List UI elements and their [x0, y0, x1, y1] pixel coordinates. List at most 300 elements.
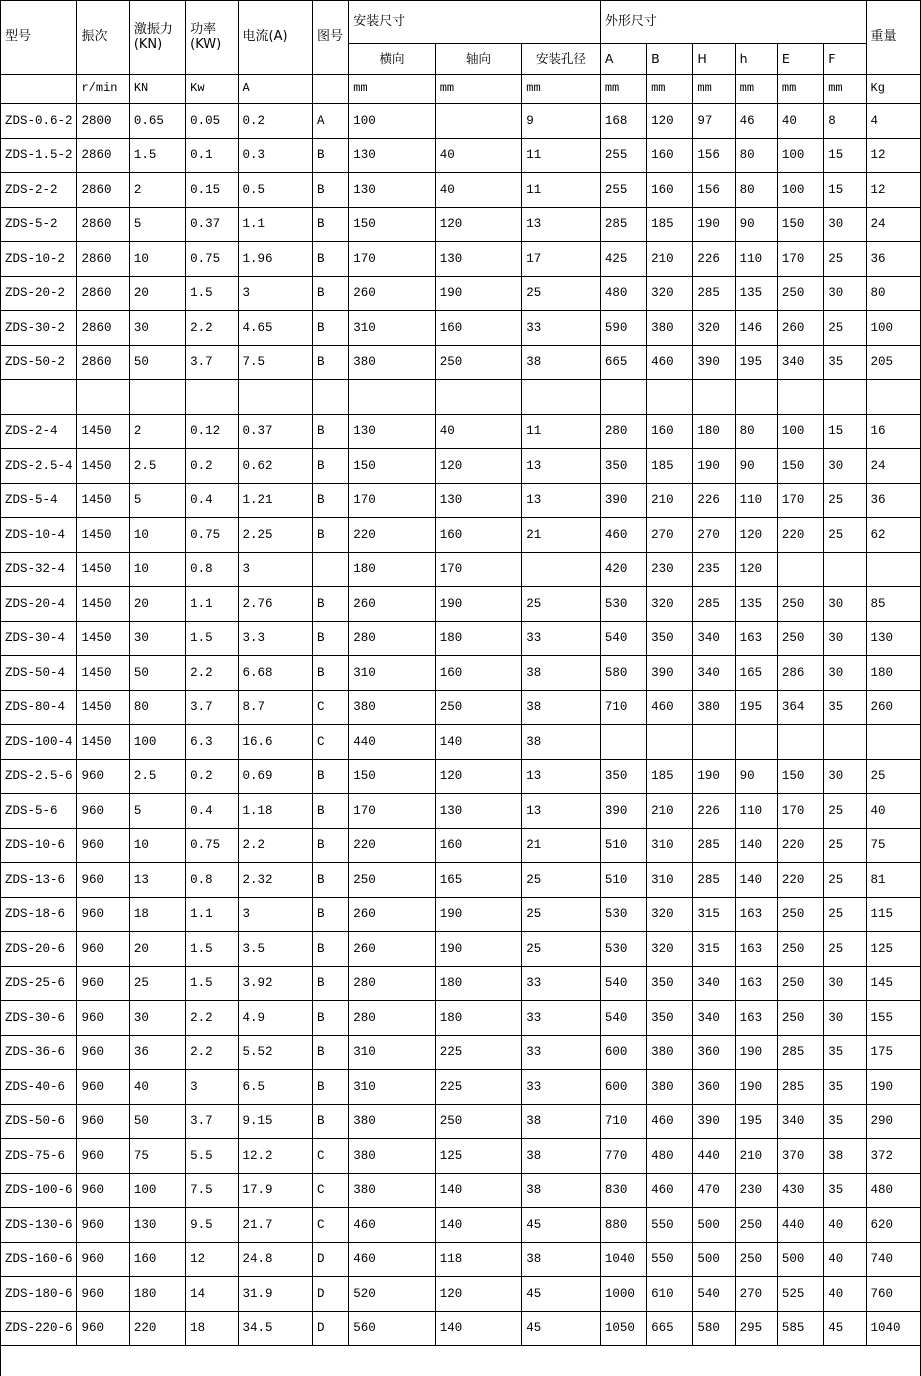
cell-hole-dia: 45	[522, 1311, 601, 1346]
cell-figure-no	[312, 552, 348, 587]
header-h: h	[735, 44, 777, 75]
cell-h: 250	[735, 1242, 777, 1277]
cell-power: 1.1	[186, 587, 238, 622]
cell-A: 665	[600, 345, 646, 380]
table-row	[1, 690, 921, 725]
table-body	[1, 104, 921, 1346]
cell-F: 40	[824, 1242, 866, 1277]
cell-weight: 175	[866, 1035, 920, 1070]
cell-power: 0.8	[186, 552, 238, 587]
spacer-cell	[349, 380, 436, 415]
cell-E: 250	[777, 1001, 823, 1036]
unit-hole-dia: mm	[522, 75, 601, 104]
cell-current: 1.21	[238, 483, 312, 518]
cell-exciting-force: 2	[129, 414, 185, 449]
cell-model: ZDS-100-4	[1, 725, 77, 760]
cell-transverse: 130	[349, 173, 436, 208]
cell-exciting-force: 2.5	[129, 759, 185, 794]
cell-A: 770	[600, 1139, 646, 1174]
cell-H: 340	[693, 621, 735, 656]
cell-F: 35	[824, 1070, 866, 1105]
cell-power: 0.8	[186, 863, 238, 898]
cell-exciting-force: 100	[129, 725, 185, 760]
cell-exciting-force: 220	[129, 1311, 185, 1346]
cell-transverse: 170	[349, 794, 436, 829]
unit-weight: Kg	[866, 75, 920, 104]
cell-current: 0.5	[238, 173, 312, 208]
cell-exciting-force: 10	[129, 828, 185, 863]
cell-axial: 40	[435, 138, 522, 173]
cell-figure-no: B	[312, 1001, 348, 1036]
cell-A: 460	[600, 518, 646, 553]
spacer-cell	[522, 380, 601, 415]
cell-frequency: 1450	[77, 587, 129, 622]
cell-h: 195	[735, 345, 777, 380]
cell-power: 12	[186, 1242, 238, 1277]
cell-frequency: 1450	[77, 414, 129, 449]
cell-weight: 740	[866, 1242, 920, 1277]
spacer-cell	[866, 380, 920, 415]
cell-F: 40	[824, 1208, 866, 1243]
cell-B: 210	[647, 483, 693, 518]
cell-figure-no: D	[312, 1311, 348, 1346]
cell-figure-no: B	[312, 242, 348, 277]
cell-B: 390	[647, 656, 693, 691]
header-axial: 轴向	[435, 44, 522, 75]
cell-F: 30	[824, 449, 866, 484]
cell-F: 30	[824, 276, 866, 311]
cell-axial: 190	[435, 276, 522, 311]
cell-E: 285	[777, 1070, 823, 1105]
cell-current: 0.2	[238, 104, 312, 139]
spacer-cell	[435, 380, 522, 415]
cell-hole-dia: 11	[522, 173, 601, 208]
cell-exciting-force: 36	[129, 1035, 185, 1070]
cell-current: 4.9	[238, 1001, 312, 1036]
cell-axial: 180	[435, 621, 522, 656]
table-row	[1, 656, 921, 691]
header-E: E	[777, 44, 823, 75]
cell-E: 170	[777, 242, 823, 277]
cell-transverse: 280	[349, 1001, 436, 1036]
cell-exciting-force: 40	[129, 1070, 185, 1105]
cell-E: 340	[777, 1104, 823, 1139]
cell-H: 97	[693, 104, 735, 139]
cell-transverse: 310	[349, 1035, 436, 1070]
table-row	[1, 1070, 921, 1105]
header-exciting-force	[129, 1, 185, 75]
cell-figure-no: C	[312, 1208, 348, 1243]
cell-h: 140	[735, 863, 777, 898]
cell-E: 150	[777, 207, 823, 242]
table-row	[1, 1242, 921, 1277]
cell-model: ZDS-1.5-2	[1, 138, 77, 173]
cell-hole-dia: 38	[522, 1242, 601, 1277]
cell-E: 220	[777, 863, 823, 898]
cell-hole-dia: 45	[522, 1277, 601, 1312]
cell-frequency: 1450	[77, 449, 129, 484]
cell-E: 100	[777, 414, 823, 449]
header-current: 电流(A)	[238, 1, 312, 75]
unit-current: A	[238, 75, 312, 104]
cell-A: 255	[600, 138, 646, 173]
cell-power: 2.2	[186, 1035, 238, 1070]
cell-figure-no: B	[312, 828, 348, 863]
cell-transverse: 560	[349, 1311, 436, 1346]
cell-axial: 40	[435, 414, 522, 449]
cell-model: ZDS-50-2	[1, 345, 77, 380]
cell-B: 310	[647, 828, 693, 863]
cell-current: 5.52	[238, 1035, 312, 1070]
cell-F: 35	[824, 690, 866, 725]
table-row	[1, 207, 921, 242]
cell-h: 163	[735, 966, 777, 1001]
cell-h: 163	[735, 932, 777, 967]
cell-current: 2.76	[238, 587, 312, 622]
cell-model: ZDS-30-4	[1, 621, 77, 656]
cell-figure-no: B	[312, 587, 348, 622]
cell-F: 30	[824, 621, 866, 656]
cell-frequency: 1450	[77, 656, 129, 691]
table-row	[1, 414, 921, 449]
cell-weight: 36	[866, 242, 920, 277]
cell-power: 2.2	[186, 1001, 238, 1036]
cell-weight: 62	[866, 518, 920, 553]
cell-frequency: 960	[77, 828, 129, 863]
cell-transverse: 250	[349, 863, 436, 898]
cell-weight: 36	[866, 483, 920, 518]
spacer-cell	[238, 380, 312, 415]
header-H: H	[693, 44, 735, 75]
cell-F: 35	[824, 1035, 866, 1070]
cell-figure-no: B	[312, 897, 348, 932]
cell-exciting-force: 30	[129, 621, 185, 656]
cell-figure-no: B	[312, 518, 348, 553]
cell-model: ZDS-13-6	[1, 863, 77, 898]
cell-axial: 120	[435, 1277, 522, 1312]
cell-E: 150	[777, 449, 823, 484]
cell-power: 6.3	[186, 725, 238, 760]
cell-B: 550	[647, 1208, 693, 1243]
cell-E: 40	[777, 104, 823, 139]
cell-transverse: 180	[349, 552, 436, 587]
table-row	[1, 897, 921, 932]
cell-model: ZDS-75-6	[1, 1139, 77, 1174]
cell-current: 2.2	[238, 828, 312, 863]
cell-A: 1050	[600, 1311, 646, 1346]
cell-F: 25	[824, 828, 866, 863]
cell-h: 163	[735, 1001, 777, 1036]
spacer-cell	[129, 380, 185, 415]
cell-E: 250	[777, 897, 823, 932]
cell-E: 285	[777, 1035, 823, 1070]
header-model: 型号	[1, 1, 77, 75]
cell-hole-dia: 45	[522, 1208, 601, 1243]
cell-weight: 180	[866, 656, 920, 691]
cell-A: 1040	[600, 1242, 646, 1277]
cell-H: 540	[693, 1277, 735, 1312]
table-row	[1, 828, 921, 863]
cell-transverse: 260	[349, 932, 436, 967]
cell-power: 0.1	[186, 138, 238, 173]
table-footer-row-1	[1, 1346, 921, 1376]
cell-exciting-force: 100	[129, 1173, 185, 1208]
cell-B: 550	[647, 1242, 693, 1277]
cell-axial: 250	[435, 1104, 522, 1139]
cell-exciting-force: 20	[129, 932, 185, 967]
cell-current: 4.65	[238, 311, 312, 346]
cell-h: 190	[735, 1070, 777, 1105]
cell-h	[735, 725, 777, 760]
cell-hole-dia: 38	[522, 1173, 601, 1208]
cell-E: 440	[777, 1208, 823, 1243]
unit-F: mm	[824, 75, 866, 104]
cell-power: 0.2	[186, 759, 238, 794]
cell-hole-dia: 33	[522, 1001, 601, 1036]
table-row	[1, 242, 921, 277]
cell-transverse: 380	[349, 1173, 436, 1208]
cell-axial: 225	[435, 1035, 522, 1070]
cell-figure-no: B	[312, 345, 348, 380]
cell-h: 90	[735, 207, 777, 242]
cell-exciting-force: 20	[129, 587, 185, 622]
unit-frequency: r/min	[77, 75, 129, 104]
table-row	[1, 587, 921, 622]
cell-A: 285	[600, 207, 646, 242]
unit-A: mm	[600, 75, 646, 104]
cell-current: 0.69	[238, 759, 312, 794]
cell-frequency: 960	[77, 759, 129, 794]
cell-E	[777, 725, 823, 760]
cell-transverse: 440	[349, 725, 436, 760]
cell-A: 510	[600, 828, 646, 863]
cell-current: 2.25	[238, 518, 312, 553]
cell-exciting-force: 2	[129, 173, 185, 208]
cell-B: 350	[647, 966, 693, 1001]
cell-h: 195	[735, 1104, 777, 1139]
cell-exciting-force: 180	[129, 1277, 185, 1312]
spacer-cell	[186, 380, 238, 415]
table-row	[1, 863, 921, 898]
cell-frequency: 1450	[77, 483, 129, 518]
cell-axial: 250	[435, 345, 522, 380]
cell-B: 460	[647, 690, 693, 725]
cell-B: 350	[647, 621, 693, 656]
cell-model: ZDS-10-4	[1, 518, 77, 553]
cell-hole-dia: 38	[522, 1139, 601, 1174]
cell-H: 440	[693, 1139, 735, 1174]
cell-axial: 118	[435, 1242, 522, 1277]
cell-model: ZDS-18-6	[1, 897, 77, 932]
cell-H: 315	[693, 897, 735, 932]
table-row	[1, 794, 921, 829]
spacer-cell	[777, 380, 823, 415]
cell-model: ZDS-36-6	[1, 1035, 77, 1070]
cell-axial: 40	[435, 173, 522, 208]
cell-current: 34.5	[238, 1311, 312, 1346]
cell-frequency: 960	[77, 966, 129, 1001]
cell-figure-no: B	[312, 1070, 348, 1105]
cell-model: ZDS-2.5-6	[1, 759, 77, 794]
cell-A: 540	[600, 621, 646, 656]
cell-h: 110	[735, 242, 777, 277]
cell-weight: 25	[866, 759, 920, 794]
table-row	[1, 173, 921, 208]
cell-current: 17.9	[238, 1173, 312, 1208]
cell-model: ZDS-10-6	[1, 828, 77, 863]
cell-exciting-force: 160	[129, 1242, 185, 1277]
cell-weight: 80	[866, 276, 920, 311]
table-row	[1, 104, 921, 139]
cell-model: ZDS-2-4	[1, 414, 77, 449]
cell-A: 530	[600, 587, 646, 622]
cell-H: 360	[693, 1070, 735, 1105]
cell-figure-no: B	[312, 276, 348, 311]
cell-F: 25	[824, 242, 866, 277]
cell-power: 2.2	[186, 656, 238, 691]
cell-figure-no: B	[312, 414, 348, 449]
cell-model: ZDS-40-6	[1, 1070, 77, 1105]
cell-hole-dia: 38	[522, 345, 601, 380]
cell-frequency: 2800	[77, 104, 129, 139]
cell-current: 12.2	[238, 1139, 312, 1174]
cell-E: 370	[777, 1139, 823, 1174]
cell-model: ZDS-5-2	[1, 207, 77, 242]
cell-F: 30	[824, 759, 866, 794]
unit-model	[1, 75, 77, 104]
cell-h: 190	[735, 1035, 777, 1070]
cell-figure-no: B	[312, 311, 348, 346]
cell-F: 15	[824, 138, 866, 173]
cell-axial: 120	[435, 759, 522, 794]
cell-weight: 620	[866, 1208, 920, 1243]
cell-h: 80	[735, 138, 777, 173]
cell-frequency: 2860	[77, 311, 129, 346]
cell-figure-no: B	[312, 621, 348, 656]
cell-figure-no: B	[312, 794, 348, 829]
cell-A: 280	[600, 414, 646, 449]
cell-h: 90	[735, 449, 777, 484]
cell-h: 195	[735, 690, 777, 725]
cell-hole-dia: 38	[522, 1104, 601, 1139]
header-frequency: 振次	[77, 1, 129, 75]
cell-model: ZDS-30-6	[1, 1001, 77, 1036]
cell-H: 285	[693, 863, 735, 898]
cell-exciting-force: 50	[129, 1104, 185, 1139]
cell-F: 25	[824, 794, 866, 829]
cell-figure-no: B	[312, 207, 348, 242]
cell-power: 3.7	[186, 1104, 238, 1139]
cell-A: 510	[600, 863, 646, 898]
cell-current: 1.1	[238, 207, 312, 242]
cell-E: 585	[777, 1311, 823, 1346]
table-row	[1, 1001, 921, 1036]
cell-H: 340	[693, 1001, 735, 1036]
cell-axial: 130	[435, 794, 522, 829]
header-power-line2: (KW)	[190, 37, 221, 52]
cell-h: 250	[735, 1208, 777, 1243]
cell-exciting-force: 18	[129, 897, 185, 932]
unit-transverse: mm	[349, 75, 436, 104]
cell-current: 3	[238, 276, 312, 311]
cell-A: 480	[600, 276, 646, 311]
cell-model: ZDS-220-6	[1, 1311, 77, 1346]
cell-current: 8.7	[238, 690, 312, 725]
cell-frequency: 960	[77, 1070, 129, 1105]
header-exciting-force-line2: (KN)	[134, 37, 162, 52]
cell-axial: 165	[435, 863, 522, 898]
cell-figure-no: A	[312, 104, 348, 139]
cell-hole-dia: 11	[522, 414, 601, 449]
cell-weight: 12	[866, 173, 920, 208]
unit-H: mm	[693, 75, 735, 104]
cell-frequency: 960	[77, 1242, 129, 1277]
cell-model: ZDS-2.5-4	[1, 449, 77, 484]
cell-F: 35	[824, 1104, 866, 1139]
cell-axial: 180	[435, 966, 522, 1001]
cell-E: 250	[777, 621, 823, 656]
cell-H: 320	[693, 311, 735, 346]
cell-transverse: 380	[349, 1104, 436, 1139]
cell-frequency: 960	[77, 1208, 129, 1243]
cell-axial: 190	[435, 587, 522, 622]
cell-h: 90	[735, 759, 777, 794]
cell-B: 185	[647, 207, 693, 242]
header-A: A	[600, 44, 646, 75]
cell-F: 15	[824, 173, 866, 208]
cell-figure-no: B	[312, 138, 348, 173]
cell-frequency: 960	[77, 1173, 129, 1208]
cell-H: 470	[693, 1173, 735, 1208]
table-row	[1, 1311, 921, 1346]
cell-frequency: 960	[77, 794, 129, 829]
cell-h: 210	[735, 1139, 777, 1174]
cell-transverse: 150	[349, 449, 436, 484]
cell-axial: 125	[435, 1139, 522, 1174]
cell-weight	[866, 725, 920, 760]
cell-E: 220	[777, 518, 823, 553]
spacer-cell	[735, 380, 777, 415]
cell-power: 2.2	[186, 311, 238, 346]
cell-model: ZDS-5-6	[1, 794, 77, 829]
header-exciting-force-line1: 激振力	[134, 22, 173, 37]
cell-exciting-force: 13	[129, 863, 185, 898]
cell-hole-dia: 9	[522, 104, 601, 139]
cell-B: 380	[647, 1070, 693, 1105]
header-F: F	[824, 44, 866, 75]
cell-H: 315	[693, 932, 735, 967]
cell-H: 580	[693, 1311, 735, 1346]
cell-weight: 205	[866, 345, 920, 380]
cell-frequency: 960	[77, 1311, 129, 1346]
cell-frequency: 960	[77, 897, 129, 932]
cell-power: 1.5	[186, 621, 238, 656]
cell-B: 210	[647, 794, 693, 829]
cell-hole-dia: 33	[522, 621, 601, 656]
spacer-cell	[824, 380, 866, 415]
cell-h: 80	[735, 414, 777, 449]
cell-hole-dia: 33	[522, 966, 601, 1001]
unit-figure-no	[312, 75, 348, 104]
cell-figure-no: B	[312, 759, 348, 794]
cell-h: 163	[735, 897, 777, 932]
table-row	[1, 932, 921, 967]
cell-E: 260	[777, 311, 823, 346]
header-install-size: 安装尺寸	[349, 1, 601, 44]
cell-E: 100	[777, 173, 823, 208]
cell-model: ZDS-20-2	[1, 276, 77, 311]
spacer-cell	[77, 380, 129, 415]
